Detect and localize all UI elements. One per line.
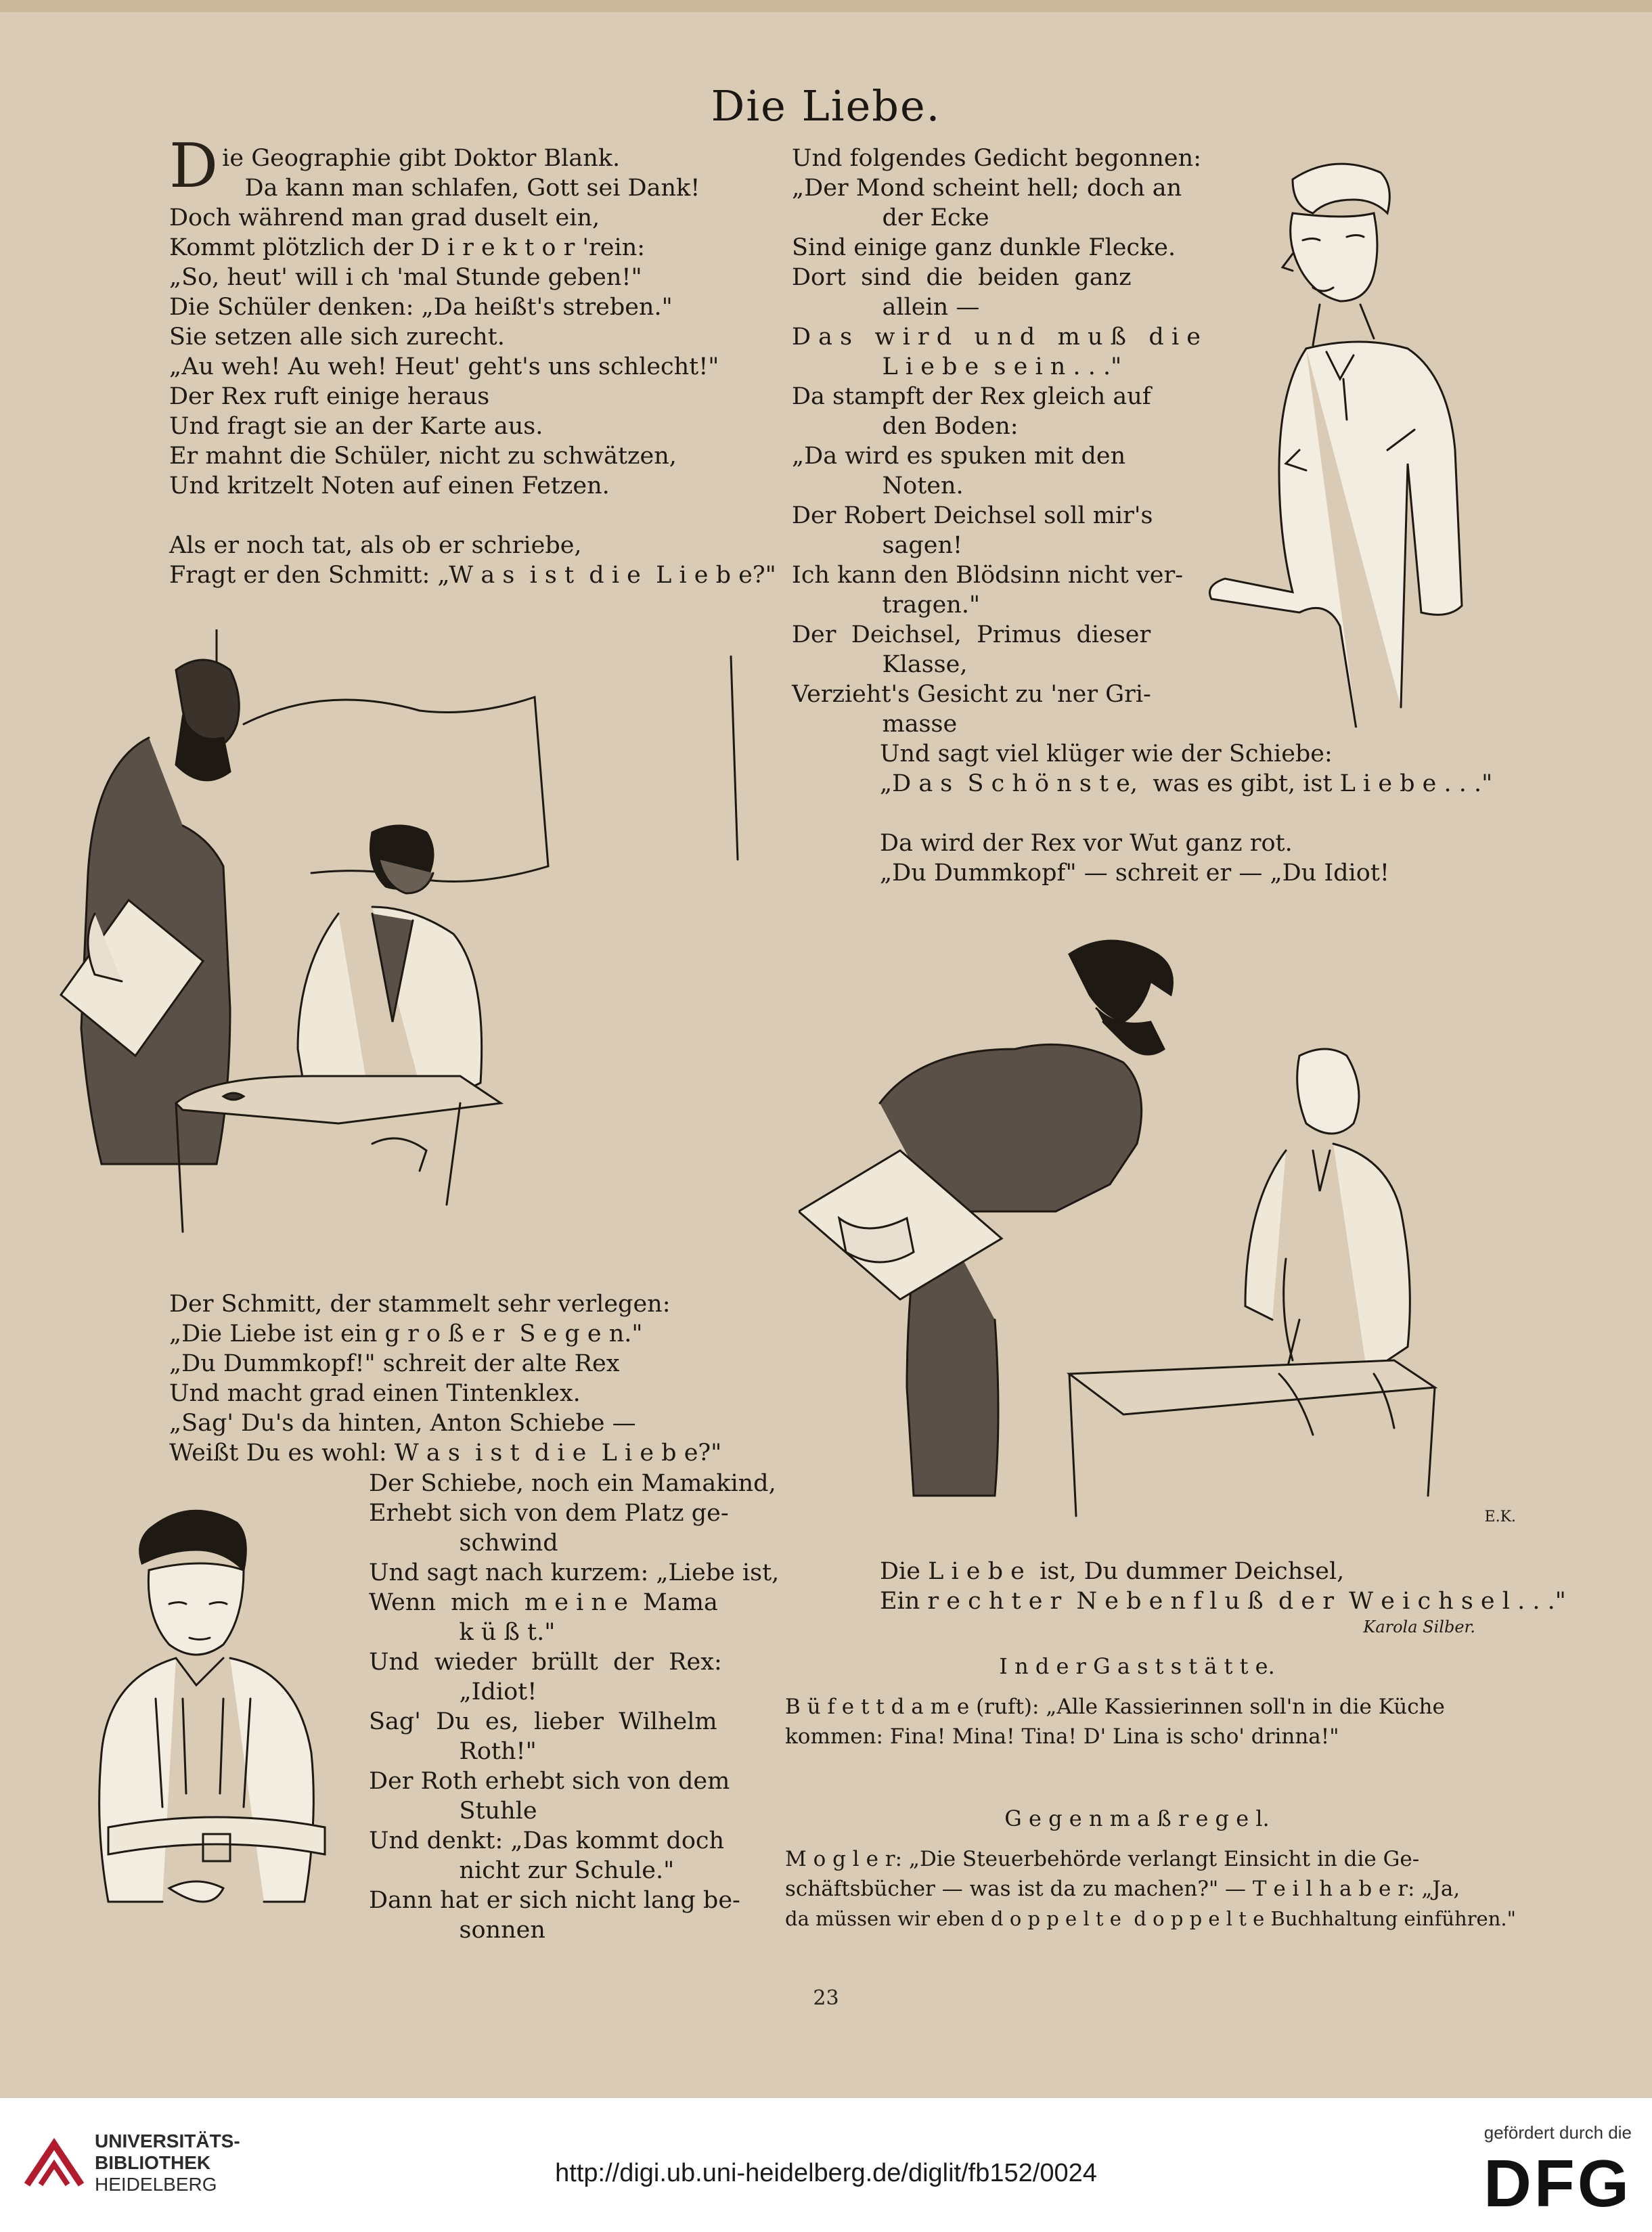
- poem-line: Sie setzen alle sich zurecht.: [169, 323, 505, 351]
- stanza-gap: [880, 799, 1557, 828]
- joke-line: M o g l e r: „Die Steuerbehörde verlangt Einsicht in die Ge-: [785, 1847, 1420, 1871]
- poem-line: sagen!: [792, 532, 963, 559]
- page-title: Die Liebe.: [711, 81, 941, 131]
- poem-line: Weißt Du es wohl: W a s i s t d i e L i e b e?": [169, 1439, 722, 1467]
- joke-heading: G e g e n m a ß r e g e l.: [1004, 1806, 1270, 1831]
- funding-note: gefördert durch die: [1483, 2122, 1632, 2143]
- poem-line: Als er noch tat, als ob er schriebe,: [169, 532, 582, 559]
- poem-line: Da kann man schlafen, Gott sei Dank!: [222, 175, 700, 202]
- poem-line: Ich kann den Blödsinn nicht ver-: [792, 562, 1184, 589]
- dfg-logo: DFG: [1483, 2146, 1632, 2220]
- poem-line: L i e b e s e i n . . .": [792, 353, 1122, 380]
- joke-line: da müssen wir eben d o p p e l t e d o p p e l t e Buchhaltung einführen.": [785, 1907, 1516, 1930]
- poem-line: Der Rex ruft einige heraus: [169, 383, 490, 410]
- poem-line: Ein r e c h t e r N e b e n f l u ß d e r W e i c h s e l . . .": [880, 1588, 1566, 1615]
- poem-line: Der Roth erhebt sich von dem: [369, 1768, 730, 1795]
- poem-line: „Die Liebe ist ein g r o ß e r S e g e n.": [169, 1320, 643, 1347]
- poem-line: „Der Mond scheint hell; doch an: [792, 175, 1182, 202]
- poem-right-mid: [880, 739, 1557, 888]
- joke-gaststaette: [785, 1651, 1489, 1751]
- poem-line: Er mahnt die Schüler, nicht zu schwätzen,: [169, 443, 677, 470]
- poem-line: sonnen: [369, 1917, 545, 1944]
- poem-line: Und fragt sie an der Karte aus.: [169, 413, 543, 440]
- poem-line: Erhebt sich von dem Platz ge-: [369, 1500, 729, 1527]
- poem-line: Dort sind die beiden ganz: [792, 264, 1132, 291]
- poem-line: „Da wird es spuken mit den: [792, 443, 1126, 470]
- stanza-gap: [169, 501, 778, 531]
- poem-line: Da stampft der Rex gleich auf: [792, 383, 1151, 410]
- poem-line: „D a s S c h ö n s t e, was es gibt, ist L i e b e . . .": [880, 770, 1493, 797]
- joke-line: schäftsbücher — was ist da zu machen?" — T e i l h a b e r: „Ja,: [785, 1877, 1460, 1901]
- illustration-teacher-bending: [799, 927, 1523, 1530]
- poem-left-hang: [369, 1469, 780, 1945]
- author-signature: Karola Silber.: [1363, 1617, 1475, 1636]
- poem-end: [880, 1557, 1566, 1642]
- poem-line: masse: [792, 711, 958, 738]
- poem-line: Doch während man grad duselt ein,: [169, 204, 600, 231]
- poem-line: Sag' Du es, lieber Wilhelm: [369, 1708, 717, 1735]
- joke-heading: I n d e r G a s t s t ä t t e.: [999, 1653, 1275, 1679]
- poem-line: Der Schmitt, der stammelt sehr verlegen:: [169, 1291, 671, 1318]
- poem-line: Verzieht's Gesicht zu 'ner Gri-: [792, 681, 1151, 708]
- poem-line: „Du Dummkopf" — schreit er — „Du Idiot!: [880, 860, 1389, 887]
- library-line-1: UNIVERSITÄTS-: [95, 2130, 240, 2151]
- poem-line: Roth!": [369, 1738, 537, 1765]
- first-line-text: ie Geographie gibt Doktor Blank.: [222, 145, 621, 172]
- poem-line: Die Schüler denken: „Da heißt's streben.": [169, 294, 673, 321]
- permalink-url[interactable]: http://digi.ub.uni-heidelberg.de/diglit/fb152/0024: [555, 2159, 1097, 2187]
- poem-line: Und denkt: „Das kommt doch: [369, 1827, 725, 1854]
- poem-line: Und sagt nach kurzem: „Liebe ist,: [369, 1559, 780, 1586]
- poem-line: Dann hat er sich nicht lang be-: [369, 1887, 740, 1914]
- poem-line: „So, heut' will i ch 'mal Stunde geben!": [169, 264, 642, 291]
- poem-line: Da wird der Rex vor Wut ganz rot.: [880, 830, 1293, 857]
- joke-line: kommen: Fina! Mina! Tina! D' Lina is scho' drinna!": [785, 1724, 1339, 1749]
- poem-line: Fragt er den Schmitt: „W a s i s t d i e L i e b e?": [169, 562, 776, 589]
- poem-line: Klasse,: [792, 651, 968, 678]
- poem-line: nicht zur Schule.": [369, 1857, 675, 1884]
- poem-line: Der Schiebe, noch ein Mamakind,: [369, 1470, 776, 1497]
- poem-line: den Boden:: [792, 413, 1019, 440]
- illustrator-monogram: E.K.: [1484, 1509, 1516, 1525]
- poem-line: Der Robert Deichsel soll mir's: [792, 502, 1153, 529]
- poem-right-top: [792, 143, 1201, 739]
- poem-line: „Idiot!: [369, 1678, 537, 1705]
- illustration-teacher-and-pupil: [54, 629, 778, 1252]
- poem-line: Und kritzelt Noten auf einen Fetzen.: [169, 472, 610, 499]
- poem-line: Und wieder brüllt der Rex:: [369, 1649, 722, 1676]
- joke-line: B ü f e t t d a m e (ruft): „Alle Kassierinnen soll'n in die Küche: [785, 1695, 1445, 1719]
- poem-line: Wenn mich m e i n e Mama: [369, 1589, 718, 1616]
- poem-line: Stuhle: [369, 1798, 537, 1825]
- poem-line: D a s w i r d u n d m u ß d i e: [792, 323, 1201, 351]
- illustration-small-boy: [74, 1496, 365, 1936]
- poem-line: Noten.: [792, 472, 964, 499]
- poem-line: tragen.": [792, 592, 981, 619]
- viewer-footer: [0, 2098, 1652, 2232]
- poem-left-top: [169, 131, 778, 590]
- poem-line: der Ecke: [792, 204, 989, 231]
- page-number: 23: [813, 1986, 839, 2010]
- poem-line: k ü ß t.": [369, 1619, 556, 1646]
- poem-line: schwind: [369, 1530, 558, 1557]
- illustration-standing-boy: [1191, 152, 1475, 728]
- poem-line: allein —: [792, 294, 980, 321]
- drop-cap: D: [169, 131, 219, 202]
- poem-line: „Au weh! Au weh! Heut' geht's uns schlecht!": [169, 353, 719, 380]
- poem-line: „Sag' Du's da hinten, Anton Schiebe —: [169, 1410, 636, 1437]
- poem-line: Und sagt viel klüger wie der Schiebe:: [880, 740, 1333, 767]
- poem-line: Die L i e b e ist, Du dummer Deichsel,: [880, 1558, 1345, 1585]
- poem-line: Der Deichsel, Primus dieser: [792, 621, 1151, 648]
- poem-line: Und folgendes Gedicht begonnen:: [792, 145, 1201, 172]
- library-line-3: HEIDELBERG: [95, 2174, 217, 2195]
- poem-line: Kommt plötzlich der D i r e k t o r 'rein:: [169, 234, 646, 261]
- joke-gegenmassregel: [785, 1804, 1516, 1934]
- poem-line: Und macht grad einen Tintenklex.: [169, 1380, 581, 1407]
- poem-line: „Du Dummkopf!" schreit der alte Rex: [169, 1350, 620, 1377]
- library-line-2: BIBLIOTHEK: [95, 2152, 211, 2173]
- poem-line: Sind einige ganz dunkle Flecke.: [792, 234, 1176, 261]
- poem-left-bottom: [169, 1289, 778, 1468]
